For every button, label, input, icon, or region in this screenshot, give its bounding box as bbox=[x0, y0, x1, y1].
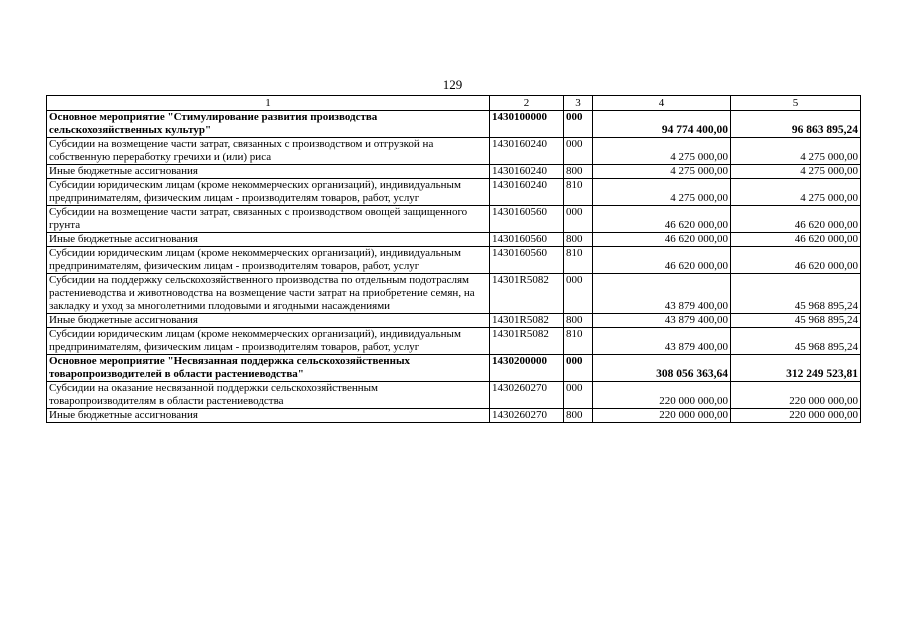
row-type: 000 bbox=[564, 274, 593, 314]
row-amount-5: 45 968 895,24 bbox=[731, 314, 861, 328]
row-amount-5: 46 620 000,00 bbox=[731, 233, 861, 247]
row-type: 800 bbox=[564, 233, 593, 247]
header-col-3: 3 bbox=[564, 96, 593, 111]
row-amount-4: 46 620 000,00 bbox=[593, 233, 731, 247]
row-amount-4: 43 879 400,00 bbox=[593, 314, 731, 328]
row-type: 800 bbox=[564, 409, 593, 423]
table-row bbox=[47, 355, 861, 382]
row-type: 000 bbox=[564, 138, 593, 165]
row-amount-4: 4 275 000,00 bbox=[593, 165, 731, 179]
row-amount-5: 96 863 895,24 bbox=[731, 111, 861, 138]
row-code: 14301R5082 bbox=[490, 274, 564, 314]
table-row bbox=[47, 233, 861, 247]
row-code: 1430160240 bbox=[490, 138, 564, 165]
row-code: 1430160240 bbox=[490, 179, 564, 206]
row-amount-5: 220 000 000,00 bbox=[731, 382, 861, 409]
row-amount-4: 46 620 000,00 bbox=[593, 206, 731, 233]
table-row bbox=[47, 206, 861, 233]
row-type: 000 bbox=[564, 355, 593, 382]
row-amount-4: 4 275 000,00 bbox=[593, 138, 731, 165]
row-code: 14301R5082 bbox=[490, 314, 564, 328]
row-amount-4: 220 000 000,00 bbox=[593, 382, 731, 409]
row-type: 000 bbox=[564, 206, 593, 233]
row-name: Субсидии на поддержку сельскохозяйственного производства по отдельным подотраслям растениеводства и животноводства на возмещение части затрат на приобретение семян, на закладку и уход за многолетними плодовыми и ягодными насаждениями bbox=[47, 274, 490, 314]
page-number: 129 bbox=[442, 77, 463, 92]
row-amount-4: 43 879 400,00 bbox=[593, 274, 731, 314]
row-amount-4: 220 000 000,00 bbox=[593, 409, 731, 423]
row-amount-5: 220 000 000,00 bbox=[731, 409, 861, 423]
header-col-1: 1 bbox=[47, 96, 490, 111]
table-row bbox=[47, 111, 861, 138]
row-name: Иные бюджетные ассигнования bbox=[47, 233, 490, 247]
table-row bbox=[47, 274, 861, 314]
row-code: 1430160560 bbox=[490, 206, 564, 233]
row-amount-4: 46 620 000,00 bbox=[593, 247, 731, 274]
row-type: 800 bbox=[564, 314, 593, 328]
row-code: 1430160560 bbox=[490, 233, 564, 247]
row-name: Основное мероприятие "Стимулирование развития производства сельскохозяйственных культур" bbox=[47, 111, 490, 138]
row-name: Субсидии юридическим лицам (кроме некоммерческих организаций), индивидуальным предпринимателям, физическим лицам - производителям товаров, работ, услуг bbox=[47, 179, 490, 206]
table-row bbox=[47, 247, 861, 274]
header-col-5: 5 bbox=[731, 96, 861, 111]
table-row bbox=[47, 314, 861, 328]
row-name: Субсидии юридическим лицам (кроме некоммерческих организаций), индивидуальным предпринимателям, физическим лицам - производителям товаров, работ, услуг bbox=[47, 328, 490, 355]
row-name: Основное мероприятие "Несвязанная поддержка сельскохозяйственных товаропроизводителей в области растениеводства" bbox=[47, 355, 490, 382]
row-amount-5: 45 968 895,24 bbox=[731, 274, 861, 314]
table-row bbox=[47, 328, 861, 355]
row-type: 810 bbox=[564, 179, 593, 206]
table-row bbox=[47, 165, 861, 179]
row-type: 800 bbox=[564, 165, 593, 179]
row-code: 1430200000 bbox=[490, 355, 564, 382]
row-type: 000 bbox=[564, 382, 593, 409]
row-code: 1430100000 bbox=[490, 111, 564, 138]
row-code: 14301R5082 bbox=[490, 328, 564, 355]
row-code: 1430260270 bbox=[490, 409, 564, 423]
row-amount-5: 46 620 000,00 bbox=[731, 206, 861, 233]
row-amount-5: 312 249 523,81 bbox=[731, 355, 861, 382]
row-amount-5: 4 275 000,00 bbox=[731, 138, 861, 165]
row-name: Субсидии на возмещение части затрат, связанных с производством овощей защищенного грунта bbox=[47, 206, 490, 233]
header-col-4: 4 bbox=[593, 96, 731, 111]
row-amount-5: 4 275 000,00 bbox=[731, 165, 861, 179]
table-row bbox=[47, 138, 861, 165]
row-code: 1430260270 bbox=[490, 382, 564, 409]
table-body bbox=[47, 111, 861, 423]
table-row bbox=[47, 179, 861, 206]
row-code: 1430160560 bbox=[490, 247, 564, 274]
row-amount-5: 45 968 895,24 bbox=[731, 328, 861, 355]
row-type: 810 bbox=[564, 328, 593, 355]
row-name: Иные бюджетные ассигнования bbox=[47, 165, 490, 179]
row-name: Субсидии на возмещение части затрат, связанных с производством и отгрузкой на собственную переработку гречихи и (или) риса bbox=[47, 138, 490, 165]
row-name: Иные бюджетные ассигнования bbox=[47, 409, 490, 423]
header-col-2: 2 bbox=[490, 96, 564, 111]
row-name: Субсидии юридическим лицам (кроме некоммерческих организаций), индивидуальным предпринимателям, физическим лицам - производителям товаров, работ, услуг bbox=[47, 247, 490, 274]
row-amount-5: 4 275 000,00 bbox=[731, 179, 861, 206]
header-row bbox=[47, 96, 861, 111]
row-amount-4: 43 879 400,00 bbox=[593, 328, 731, 355]
row-type: 810 bbox=[564, 247, 593, 274]
row-type: 000 bbox=[564, 111, 593, 138]
row-amount-5: 46 620 000,00 bbox=[731, 247, 861, 274]
row-name: Субсидии на оказание несвязанной поддержки сельскохозяйственным товаропроизводителям в области растениеводства bbox=[47, 382, 490, 409]
row-amount-4: 94 774 400,00 bbox=[593, 111, 731, 138]
budget-table bbox=[46, 95, 861, 423]
row-amount-4: 4 275 000,00 bbox=[593, 179, 731, 206]
table-row bbox=[47, 382, 861, 409]
row-amount-4: 308 056 363,64 bbox=[593, 355, 731, 382]
row-name: Иные бюджетные ассигнования bbox=[47, 314, 490, 328]
row-code: 1430160240 bbox=[490, 165, 564, 179]
table-row bbox=[47, 409, 861, 423]
